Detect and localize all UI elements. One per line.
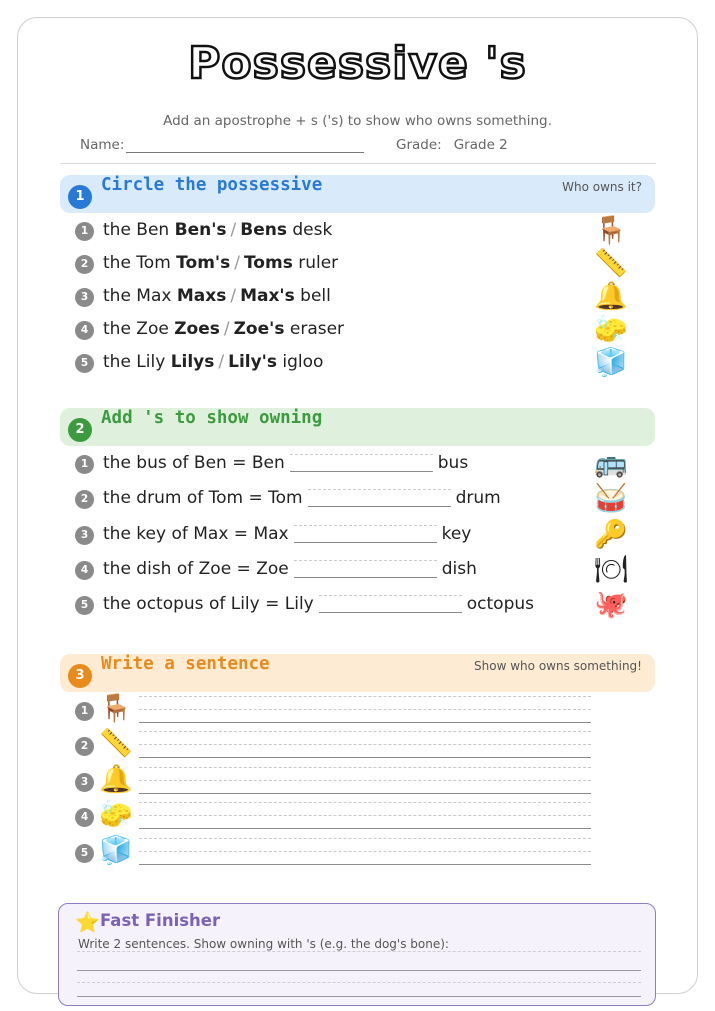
- sponge-eraser-icon: 🧽: [99, 799, 133, 830]
- writing-line[interactable]: [139, 793, 591, 794]
- item-noun: eraser: [289, 319, 345, 339]
- circle-item: [75, 284, 575, 310]
- item-phrase: the dish of Zoe = Zoe: [103, 559, 289, 579]
- sentence-row: [75, 834, 595, 868]
- writing-guide-line: [139, 838, 591, 851]
- star-icon: ⭐: [75, 910, 100, 934]
- option-a[interactable]: Zoes: [174, 319, 220, 339]
- fill-in-item: [75, 486, 575, 512]
- writing-line[interactable]: [77, 996, 641, 997]
- sentence-row: [75, 798, 595, 832]
- ice-cube-icon: 🧊: [99, 835, 133, 866]
- sentence-row: [75, 727, 595, 761]
- option-a[interactable]: Lilys: [170, 352, 215, 372]
- header-divider: [60, 163, 656, 164]
- section-1-banner: [60, 175, 655, 213]
- sentence-lines[interactable]: [139, 838, 591, 865]
- sentence-row: [75, 692, 595, 726]
- fill-in-item: [75, 592, 575, 618]
- key-icon: 🔑: [594, 519, 628, 550]
- plate-icon: 🍽: [594, 554, 629, 585]
- writing-line[interactable]: [139, 864, 591, 865]
- item-phrase: the octopus of Lily = Lily: [103, 594, 314, 614]
- writing-guide-line: [139, 815, 591, 828]
- circle-item: [75, 251, 575, 277]
- bus-icon: 🚌: [594, 448, 628, 479]
- section-2-banner: [60, 408, 655, 446]
- desk-chair-icon: 🪑: [594, 215, 628, 246]
- item-noun: desk: [292, 220, 333, 240]
- item-number: 5: [75, 596, 94, 615]
- writing-line[interactable]: [139, 722, 591, 723]
- section-1-note: Who owns it?: [562, 180, 642, 194]
- sponge-eraser-icon: 🧽: [594, 314, 628, 345]
- item-noun: bell: [300, 286, 331, 306]
- sentence-row: [75, 763, 595, 797]
- item-text: [103, 253, 338, 273]
- fast-finisher-box: [58, 903, 656, 1006]
- item-number: 1: [75, 455, 94, 474]
- answer-blank[interactable]: [294, 525, 437, 543]
- section-3-number: 3: [68, 664, 92, 688]
- subtitle: Add an apostrophe + s ('s) to show who owns something.: [163, 113, 552, 129]
- writing-line[interactable]: [139, 828, 591, 829]
- option-b[interactable]: Zoe's: [233, 319, 285, 339]
- writing-guide-line: [77, 982, 641, 983]
- writing-line[interactable]: [77, 970, 641, 971]
- section-1-title: Circle the possessive: [101, 175, 323, 195]
- fast-finisher-instructions: Write 2 sentences. Show owning with 's (e.g. the dog's bone):: [78, 937, 449, 951]
- answer-blank[interactable]: [319, 595, 462, 613]
- item-phrase: the drum of Tom = Tom: [103, 488, 303, 508]
- section-2-title: Add 's to show owning: [101, 408, 323, 428]
- item-noun: igloo: [282, 352, 324, 372]
- item-number: 3: [75, 773, 94, 792]
- item-prefix: the Lily: [103, 352, 166, 372]
- item-text: [103, 488, 501, 508]
- item-phrase: the bus of Ben = Ben: [103, 453, 285, 473]
- section-3-banner: [60, 654, 655, 692]
- writing-guide-line: [139, 731, 591, 744]
- answer-blank[interactable]: [308, 489, 451, 507]
- name-field[interactable]: [80, 137, 364, 153]
- writing-guide-line: [139, 767, 591, 780]
- item-number: 1: [75, 222, 94, 241]
- item-prefix: the Max: [103, 286, 172, 306]
- item-number: 4: [75, 808, 94, 827]
- option-b[interactable]: Bens: [240, 220, 287, 240]
- item-text: [103, 524, 471, 544]
- grade-field: [396, 137, 508, 153]
- option-a[interactable]: Maxs: [176, 286, 227, 306]
- grade-label: Grade:: [396, 137, 442, 153]
- fill-in-item: [75, 522, 575, 548]
- option-separator: /: [218, 352, 225, 372]
- item-noun: bus: [437, 453, 469, 473]
- item-text: [103, 559, 477, 579]
- item-number: 3: [75, 526, 94, 545]
- page-title: Possessive 's: [188, 38, 527, 89]
- circle-item: [75, 350, 575, 376]
- drum-icon: 🥁: [594, 483, 628, 514]
- sentence-lines[interactable]: [139, 802, 591, 829]
- item-number: 2: [75, 737, 94, 756]
- writing-guide-line: [139, 744, 591, 757]
- fast-finisher-title: Fast Finisher: [100, 911, 221, 930]
- item-number: 5: [75, 844, 94, 863]
- item-noun: dish: [441, 559, 477, 579]
- name-line[interactable]: [126, 139, 364, 153]
- item-number: 1: [75, 702, 94, 721]
- answer-blank[interactable]: [290, 454, 433, 472]
- sentence-lines[interactable]: [139, 731, 591, 758]
- circle-item: [75, 317, 575, 343]
- octopus-icon: 🐙: [594, 589, 628, 620]
- item-noun: key: [441, 524, 472, 544]
- fill-in-item: [75, 451, 575, 477]
- answer-blank[interactable]: [294, 560, 437, 578]
- sentence-lines[interactable]: [139, 696, 591, 723]
- option-b[interactable]: Toms: [243, 253, 293, 273]
- item-text: [103, 594, 534, 614]
- item-number: 4: [75, 561, 94, 580]
- item-noun: drum: [455, 488, 501, 508]
- item-text: [103, 352, 323, 372]
- writing-guide-line: [77, 951, 641, 952]
- item-phrase: the key of Max = Max: [103, 524, 289, 544]
- option-separator: /: [223, 319, 230, 339]
- option-separator: /: [230, 286, 237, 306]
- writing-guide-line: [139, 851, 591, 864]
- ruler-icon: 📏: [594, 248, 628, 279]
- option-b[interactable]: Lily's: [228, 352, 278, 372]
- item-text: [103, 220, 332, 240]
- item-noun: octopus: [466, 594, 534, 614]
- item-number: 2: [75, 490, 94, 509]
- item-text: [103, 286, 331, 306]
- item-number: 2: [75, 255, 94, 274]
- name-label: Name:: [80, 137, 125, 153]
- bell-icon: 🔔: [594, 281, 628, 312]
- writing-line[interactable]: [139, 757, 591, 758]
- ruler-icon: 📏: [99, 728, 133, 759]
- circle-item: [75, 218, 575, 244]
- writing-guide-line: [139, 696, 591, 709]
- option-separator: /: [234, 253, 240, 273]
- section-3-note: Show who owns something!: [474, 659, 642, 673]
- item-prefix: the Tom: [103, 253, 171, 273]
- section-3-title: Write a sentence: [101, 654, 270, 674]
- desk-chair-icon: 🪑: [99, 693, 133, 724]
- item-text: [103, 453, 468, 473]
- option-a[interactable]: Ben's: [174, 220, 227, 240]
- bell-icon: 🔔: [99, 764, 133, 795]
- section-2-number: 2: [68, 418, 92, 442]
- option-a[interactable]: Tom's: [176, 253, 231, 273]
- option-separator: /: [230, 220, 237, 240]
- sentence-lines[interactable]: [139, 767, 591, 794]
- item-noun: ruler: [298, 253, 339, 273]
- item-number: 3: [75, 288, 94, 307]
- option-b[interactable]: Max's: [240, 286, 295, 306]
- item-prefix: the Zoe: [103, 319, 169, 339]
- item-number: 4: [75, 321, 94, 340]
- item-prefix: the Ben: [103, 220, 170, 240]
- writing-guide-line: [139, 709, 591, 722]
- item-text: [103, 319, 344, 339]
- item-number: 5: [75, 354, 94, 373]
- fill-in-item: [75, 557, 575, 583]
- grade-value: Grade 2: [453, 137, 508, 153]
- writing-guide-line: [139, 802, 591, 815]
- writing-guide-line: [139, 780, 591, 793]
- section-1-number: 1: [68, 185, 92, 209]
- ice-cube-icon: 🧊: [594, 347, 628, 378]
